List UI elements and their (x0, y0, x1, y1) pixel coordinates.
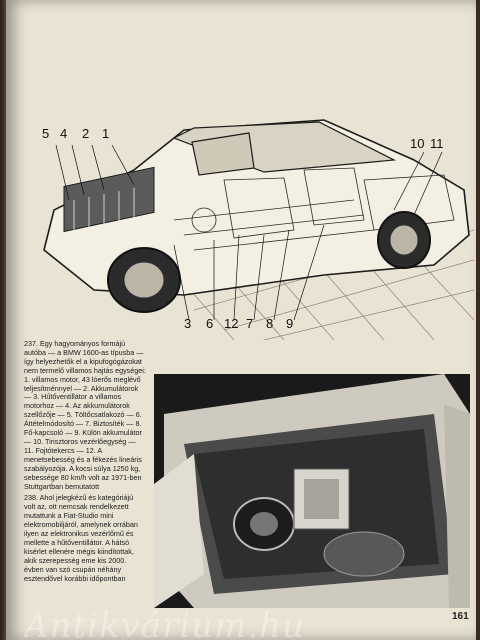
caption-column (24, 340, 146, 622)
callout-8: 8 (266, 316, 274, 331)
book-page (6, 0, 476, 640)
callout-7: 7 (246, 316, 254, 331)
callout-4: 4 (60, 126, 68, 141)
caption-237: 237. Egy hagyományos formájú autóba — a BMW 1600-as típusba — így helyezhetők el a kipufogógázokat nem termelő villamos hajtás egységei: 1. villamos motor, 43 lóerős meglévő teljesítménnyel — 2. Akkumulátorok — 3. Hűtőventillátor a villamos motorhoz — 4. Az akkumulátorok szellőzője — 5. Töltőcsatlakozó — 6. Áttételmódosító — 7. Biztosíték — 8. Fő-kapcsoló — 9. Külön akkumulátor — 10. Tirisztoros vezérlőegység — 11. Fojtótekercs — 12. A menetsebesség és a fékezés lineáris szabályozója. A kocsi súlya 1250 kg, sebessége 80 km/h volt az 1971-ben Stuttgartban bemutatott (24, 340, 146, 491)
callout-2: 2 (82, 126, 90, 141)
car-cutaway-illustration (24, 60, 474, 340)
caption-238: 238. Ahol jelegkézű és kategóriájú volt az, ott nemcsak rendelkezett mutattunk a Fiat-Studio mini elektromobiljáról, amelynek orrában ilyen az elektronikus vezérlőmű és mellette a hűtőventillátor. A hátsó kisérlet ellenére mégis kiindítottak, akik szerepesség eme kis 2000. évben van szó csupán néhány esztendővel korábbi időpontban (24, 493, 138, 583)
callout-9: 9 (286, 316, 294, 331)
engine-compartment-photo (154, 374, 470, 608)
callout-6: 6 (206, 316, 214, 331)
watermark-logo: Antikvárium.hu (24, 606, 305, 640)
callout-10: 10 (410, 136, 425, 151)
callout-5: 5 (42, 126, 50, 141)
callout-12: 12 (224, 316, 239, 331)
page-number: 161 (452, 611, 469, 622)
callout-11: 11 (430, 136, 444, 151)
callout-3: 3 (184, 316, 192, 331)
callout-1: 1 (102, 126, 110, 141)
